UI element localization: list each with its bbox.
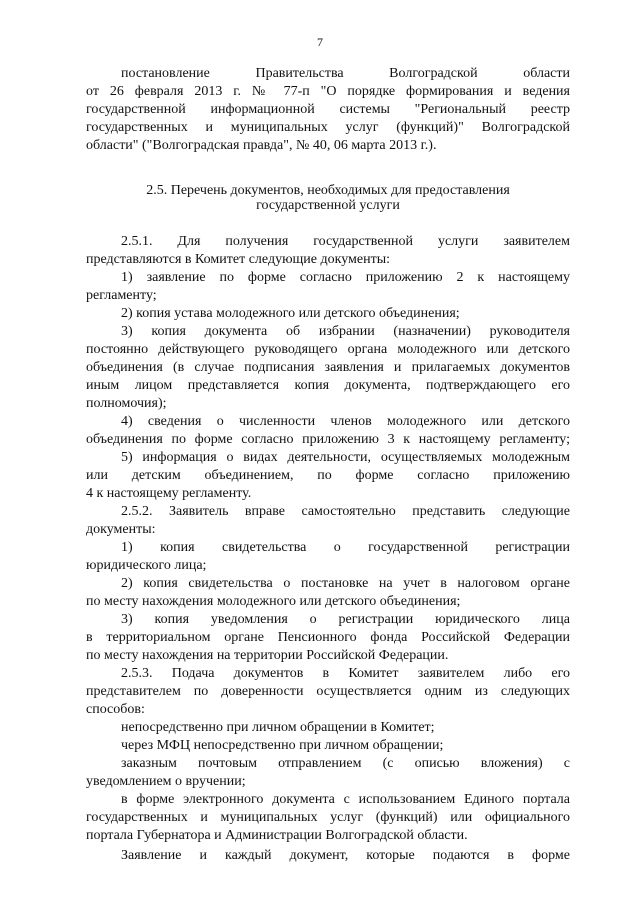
list-item: 3) копия документа об избрании (назначении) руководителя <box>121 324 570 339</box>
list-item: 3) копия уведомления о регистрации юридического лица <box>121 612 570 627</box>
text-line: иным лицом представляется копия документа, подтверждающего его <box>86 378 570 393</box>
section-title-line: 2.5. Перечень документов, необходимых для предоставления <box>146 183 510 198</box>
list-item: в форме электронного документа с использованием Единого портала <box>121 792 570 807</box>
section-title-line: государственной услуги <box>256 198 400 213</box>
text-line: 4 к настоящему регламенту. <box>86 486 252 501</box>
text-line: 2.5.2. Заявитель вправе самостоятельно представить следующие <box>121 504 570 519</box>
text-line: объединения по форме согласно приложению 3 к настоящему регламенту; <box>86 432 570 447</box>
text-line: государственных и муниципальных услуг (функций)" Волгоградской <box>86 120 570 135</box>
list-item: 1) копия свидетельства о государственной регистрации <box>121 540 570 555</box>
page-number: 7 <box>317 35 323 49</box>
text-line: постановление Правительства Волгоградской области <box>121 66 570 81</box>
list-item: 5) информация о видах деятельности, осуществляемых молодежным <box>121 450 570 465</box>
text-line: 2.5.3. Подача документов в Комитет заявителем либо его <box>121 666 570 681</box>
list-item: 2) копия устава молодежного или детского объединения; <box>121 306 460 321</box>
text-line: постоянно действующего руководящего органа молодежного или детского <box>86 342 570 357</box>
text-line: объединения (в случае подписания заявления и прилагаемых документов <box>86 360 570 375</box>
list-item: непосредственно при личном обращении в Комитет; <box>121 720 435 735</box>
text-line: или детским объединением, по форме согласно приложению <box>86 468 570 483</box>
text-line: представителем по доверенности осуществляется одним из следующих <box>86 684 570 699</box>
text-line: полномочия); <box>86 396 167 411</box>
text-line: документы: <box>86 522 156 537</box>
text-line: уведомлением о вручении; <box>86 774 246 789</box>
list-item: через МФЦ непосредственно при личном обращении; <box>121 738 444 753</box>
list-item: 4) сведения о численности членов молодежного или детского <box>121 414 570 429</box>
text-line: портала Губернатора и Администрации Волгоградской области. <box>86 828 468 843</box>
text-line: по месту нахождения молодежного или детского объединения; <box>86 594 461 609</box>
text-line: от 26 февраля 2013 г. № 77-п "О порядке формирования и ведения <box>86 84 570 99</box>
text-line: области" ("Волгоградская правда", № 40, 06 марта 2013 г.). <box>86 138 437 153</box>
text-line: по месту нахождения на территории Российской Федерации. <box>86 648 449 663</box>
text-line: способов: <box>86 702 145 717</box>
text-line: 2.5.1. Для получения государственной услуги заявителем <box>121 234 570 249</box>
text-line: регламенту; <box>86 288 157 303</box>
list-item: заказным почтовым отправлением (с описью вложения) с <box>121 756 570 771</box>
text-line: в территориальном органе Пенсионного фонда Российской Федерации <box>86 630 570 645</box>
text-line: представляются в Комитет следующие документы: <box>86 252 391 267</box>
text-line: Заявление и каждый документ, которые подаются в форме <box>121 848 570 863</box>
text-line: юридического лица; <box>86 558 207 573</box>
text-line: государственной информационной системы "Региональный реестр <box>86 102 570 117</box>
list-item: 2) копия свидетельства о постановке на учет в налоговом органе <box>121 576 570 591</box>
text-line: государственных и муниципальных услуг (функций) или официального <box>86 810 570 825</box>
list-item: 1) заявление по форме согласно приложению 2 к настоящему <box>121 270 570 285</box>
